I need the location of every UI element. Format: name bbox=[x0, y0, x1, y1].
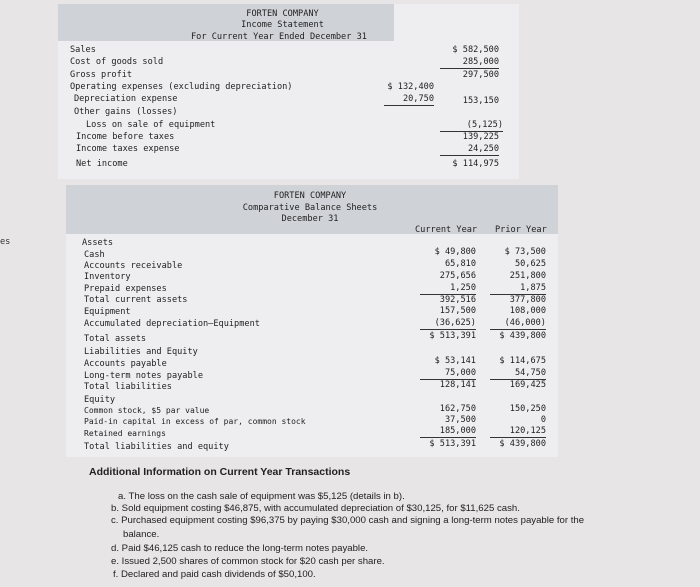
bs-row-current: 162,750 bbox=[439, 404, 476, 414]
additional-info-item: b. Sold equipment costing $46,875, with accumulated depreciation of $30,125, for $11,625 cash. bbox=[111, 503, 520, 514]
bs-row-current: $ 513,391 bbox=[429, 331, 476, 341]
bs-row-current: $ 513,391 bbox=[429, 439, 476, 449]
bs-row-current: 157,500 bbox=[439, 306, 476, 316]
is-depreciation-total: 153,150 bbox=[462, 96, 499, 106]
bs-row-prior: (46,000) bbox=[490, 317, 546, 330]
is-opex-label: Operating expenses (excluding depreciation) bbox=[70, 82, 293, 92]
bs-row-prior: 1,875 bbox=[490, 282, 546, 295]
is-gross-profit-label: Gross profit bbox=[70, 70, 133, 80]
is-income-taxes-total: 24,250 bbox=[440, 143, 499, 156]
bs-row-prior: $ 439,800 bbox=[499, 439, 546, 449]
bs-row-current: 392,516 bbox=[439, 295, 476, 305]
bs-row-current: 65,810 bbox=[444, 259, 476, 269]
bs-row-label: Assets bbox=[82, 238, 114, 248]
additional-info-item: e. Issued 2,500 shares of common stock for $20 cash per share. bbox=[111, 556, 385, 567]
is-loss-sale-total: (5,125) bbox=[440, 119, 503, 132]
bs-title: Comparative Balance Sheets bbox=[242, 203, 378, 213]
additional-info-heading: Additional Information on Current Year Transactions bbox=[89, 466, 351, 478]
bs-row-label: Total liabilities bbox=[84, 382, 172, 392]
is-gross-profit-total: 297,500 bbox=[462, 70, 499, 80]
bs-row-prior: 50,625 bbox=[514, 259, 546, 269]
bs-row-current: $ 53,141 bbox=[434, 356, 476, 366]
bs-row-current: 37,500 bbox=[444, 415, 476, 425]
bs-row-prior: 54,750 bbox=[490, 367, 546, 380]
bs-row-label: Inventory bbox=[84, 272, 131, 282]
is-sales-label: Sales bbox=[70, 45, 96, 55]
bs-row-label: Total assets bbox=[84, 334, 147, 344]
bs-date: December 31 bbox=[281, 214, 339, 224]
bs-row-prior: $ 114,675 bbox=[499, 356, 546, 366]
bs-row-prior: 251,800 bbox=[509, 271, 546, 281]
is-other-gains-label: Other gains (losses) bbox=[74, 107, 178, 117]
bs-row-prior: 120,125 bbox=[490, 425, 546, 438]
additional-info-item: a. The loss on the cash sale of equipment was $5,125 (details in b). bbox=[118, 491, 405, 502]
bs-row-label: Cash bbox=[84, 250, 105, 260]
bs-row-label: Accounts payable bbox=[84, 359, 167, 369]
is-cogs-label: Cost of goods sold bbox=[70, 57, 164, 67]
is-income-before-taxes-label: Income before taxes bbox=[76, 132, 175, 142]
bs-row-label: Total liabilities and equity bbox=[84, 442, 229, 452]
bs-row-current: 128,141 bbox=[439, 380, 476, 390]
bs-row-current: 185,000 bbox=[420, 425, 476, 438]
bs-row-prior: $ 439,800 bbox=[499, 331, 546, 341]
bs-row-current: 1,250 bbox=[420, 282, 476, 295]
is-income-taxes-label: Income taxes expense bbox=[76, 144, 180, 154]
bs-row-label: Prepaid expenses bbox=[84, 284, 167, 294]
bs-row-current: $ 49,800 bbox=[434, 247, 476, 257]
bs-company: FORTEN COMPANY bbox=[273, 191, 347, 201]
bs-row-current: 275,656 bbox=[439, 271, 476, 281]
bs-col-current-header: Current Year bbox=[415, 225, 478, 235]
bs-row-label: Liabilities and Equity bbox=[84, 347, 198, 357]
bs-row-label: Equipment bbox=[84, 307, 131, 317]
bs-row-label: Paid-in capital in excess of par, common stock bbox=[84, 417, 306, 426]
bs-row-label: Equity bbox=[84, 395, 116, 405]
bs-row-prior: $ 73,500 bbox=[504, 247, 546, 257]
is-sales-total: $ 582,500 bbox=[452, 45, 499, 55]
bs-row-prior: 150,250 bbox=[509, 404, 546, 414]
additional-info-item: balance. bbox=[123, 529, 160, 540]
additional-info-item: c. Purchased equipment costing $96,375 by paying $30,000 cash and signing a long-term notes payable for the bbox=[111, 515, 585, 526]
bs-row-prior: 0 bbox=[540, 415, 546, 425]
bs-row-label: Common stock, $5 par value bbox=[84, 406, 210, 415]
is-income-before-taxes-total: 139,225 bbox=[462, 132, 499, 142]
is-depreciation-amount: 20,750 bbox=[384, 93, 434, 106]
bs-row-label: Retained earnings bbox=[84, 429, 166, 438]
is-loss-sale-label: Loss on sale of equipment bbox=[86, 120, 216, 130]
bs-row-current: (36,625) bbox=[420, 317, 476, 330]
bs-row-label: Accumulated depreciation–Equipment bbox=[84, 319, 260, 329]
bs-row-label: Total current assets bbox=[84, 295, 188, 305]
is-opex-amount: $ 132,400 bbox=[387, 82, 434, 92]
is-period: For Current Year Ended December 31 bbox=[191, 32, 367, 42]
bs-row-prior: 169,425 bbox=[509, 380, 546, 390]
is-net-income-label: Net income bbox=[76, 159, 128, 169]
bs-row-prior: 377,800 bbox=[509, 295, 546, 305]
is-net-income-total: $ 114,975 bbox=[452, 159, 499, 169]
bs-row-current: 75,000 bbox=[420, 367, 476, 380]
bs-row-prior: 108,000 bbox=[509, 306, 546, 316]
is-title: Income Statement bbox=[241, 20, 324, 30]
additional-info-item: d. Paid $46,125 cash to reduce the long-term notes payable. bbox=[111, 543, 369, 554]
left-edge-fragment: es bbox=[0, 237, 11, 247]
bs-row-label: Long-term notes payable bbox=[84, 371, 203, 381]
is-cogs-total: 285,000 bbox=[440, 56, 499, 69]
additional-info-item: f. Declared and paid cash dividends of $50,100. bbox=[113, 569, 316, 580]
is-depreciation-label: Depreciation expense bbox=[74, 94, 178, 104]
bs-col-prior-header: Prior Year bbox=[495, 225, 547, 235]
bs-row-label: Accounts receivable bbox=[84, 261, 183, 271]
is-company: FORTEN COMPANY bbox=[246, 9, 319, 19]
